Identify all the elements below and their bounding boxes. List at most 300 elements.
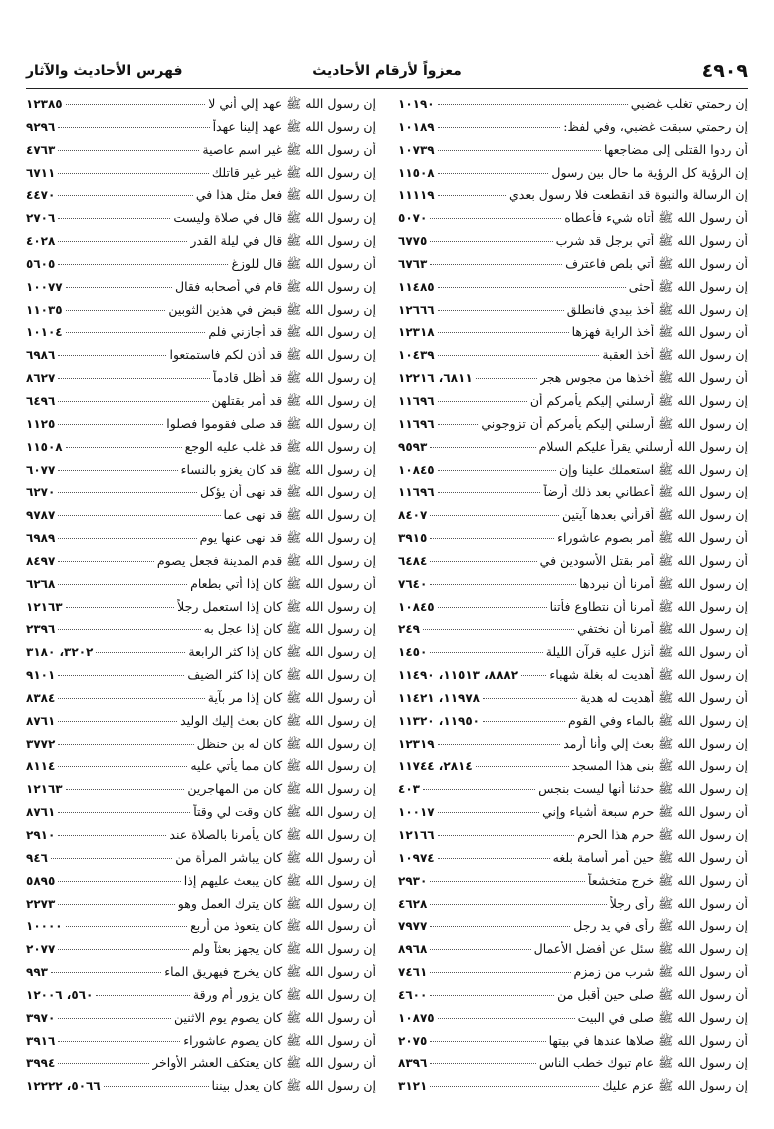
dot-leader [58, 1063, 149, 1064]
hadith-number: ٤٦٢٨ [398, 896, 428, 911]
hadith-number: ١١١١٩ [398, 188, 435, 203]
dot-leader [430, 561, 536, 562]
dot-leader [58, 195, 193, 196]
hadith-incipit: أن رسول الله ﷺ كان يخرج فيهريق الماء [164, 964, 376, 980]
index-entry [26, 781, 376, 804]
dot-leader [430, 972, 570, 973]
hadith-number: ١١٦٩٦ [398, 485, 435, 500]
hadith-incipit: إن رسول الله ﷺ كان إذا عجل به [203, 621, 376, 637]
hadith-incipit: أن رسول الله ﷺ غير اسم عاصية [202, 141, 376, 157]
hadith-number: ١١٠٣٥ [26, 302, 63, 317]
hadith-number: ٩٥٩٣ [398, 439, 428, 454]
hadith-incipit: إن رسول الله ﷺ حرم هذا الحرم [577, 827, 748, 842]
hadith-incipit: أن رسول الله ﷺ أتي بلص فاعترف [565, 255, 748, 271]
hadith-number: ٢٧٠٦ [26, 211, 56, 226]
hadith-incipit: أن رسول الله ﷺ رأى رجلاً [609, 895, 748, 911]
index-entry [26, 987, 376, 1010]
hadith-incipit: إن رسول الله ﷺ كان يبعث عليهم إذا [183, 872, 376, 888]
dot-leader [430, 1063, 536, 1064]
index-entry [26, 758, 376, 781]
index-entry [398, 187, 748, 210]
dot-leader [58, 698, 204, 699]
index-entry [398, 736, 748, 759]
hadith-number: ٨٦٢٧ [26, 371, 56, 386]
hadith-incipit: إن رسول الله ﷺ بعث إلي وأنا أرمد [563, 735, 748, 751]
dot-leader [430, 881, 585, 882]
hadith-incipit: إن رسول الله ﷺ أحثى [628, 278, 748, 294]
index-entry [26, 507, 376, 530]
hadith-incipit: أن رسول الله ﷺ خرج متخشعاً [587, 872, 748, 888]
hadith-number: ١١٦٩٦ [398, 416, 435, 431]
hadith-incipit: إن رسول الله ﷺ كان يجهز بعثاً ولم [191, 941, 376, 957]
index-entry [26, 690, 376, 713]
index-entry [26, 599, 376, 622]
hadith-number: ١٢١٦٣ [26, 599, 63, 614]
hadith-number: ٤٠٢٨ [26, 234, 56, 249]
hadith-incipit: إن رسول الله ﷺ كان يترك العمل وهو [177, 895, 376, 911]
index-entry [26, 918, 376, 941]
hadith-incipit: إن رسول الله أرسلني يقرأ عليكم السلام [538, 438, 748, 454]
dot-leader [58, 904, 174, 905]
hadith-incipit: إن رسول الله ﷺ قد غلب عليه الوجع [184, 438, 376, 454]
hadith-number: ٩٧٨٧ [26, 508, 56, 523]
hadith-number: ٤٧٦٣ [26, 142, 56, 157]
index-entry [398, 713, 748, 736]
hadith-number: ٦٧١١ [26, 165, 56, 180]
index-entry [26, 1010, 376, 1033]
index-entry [398, 165, 748, 188]
index-entry [398, 827, 748, 850]
hadith-number: ٤٤٧٠ [26, 188, 56, 203]
hadith-number: ١٠٠٧٧ [26, 279, 63, 294]
right-column [398, 96, 748, 1101]
hadith-number: ٣١٢١ [398, 1079, 428, 1094]
dot-leader [438, 812, 539, 813]
hadith-number: ٦٤٨٤ [398, 553, 428, 568]
index-entry [398, 873, 748, 896]
dot-leader [430, 949, 530, 950]
dot-leader [483, 721, 565, 722]
hadith-number: ٨٣٩٦ [398, 1056, 428, 1071]
index-entry [26, 576, 376, 599]
dot-leader [58, 721, 177, 722]
dot-leader [66, 287, 172, 288]
dot-leader [66, 104, 206, 105]
hadith-incipit: أن رسول الله ﷺ شرب من زمزم [573, 964, 748, 980]
dot-leader [476, 766, 569, 767]
dot-leader [58, 127, 209, 128]
hadith-incipit: إن رسول الله ﷺ كان يعدل بيننا [211, 1078, 376, 1094]
dot-leader [438, 401, 527, 402]
hadith-incipit: إن رسول الله ﷺ سئل عن أفضل الأعمال [533, 941, 748, 957]
hadith-number: ٨٧٦١ [26, 805, 56, 820]
dot-leader [58, 949, 189, 950]
hadith-incipit: إن رسول الله ﷺ صلى في البيت [577, 1009, 748, 1025]
hadith-number: ٨٧٦١ [26, 713, 56, 728]
index-entry [398, 279, 748, 302]
index-entry [398, 964, 748, 987]
index-entry [398, 96, 748, 119]
dot-leader [58, 424, 163, 425]
dot-leader [58, 515, 220, 516]
hadith-incipit: إن رسول الله ﷺ أمرنا أن نبردها [579, 575, 748, 591]
hadith-number: ٨٩٦٨ [398, 942, 428, 957]
dot-leader [51, 858, 172, 859]
hadith-incipit: أن رسول الله ﷺ كان إذا أتي بطعام [190, 575, 376, 591]
dot-leader [58, 264, 228, 265]
index-entry [26, 324, 376, 347]
hadith-number: ١١٤٨٥ [398, 279, 435, 294]
hadith-incipit: أن رسول الله ﷺ أهديت له هدية [580, 689, 748, 705]
hadith-number: ٦٧٧٥ [398, 234, 428, 249]
hadith-number: ٥٦٠، ١٢٠٠٦ [26, 987, 94, 1002]
dot-leader [438, 195, 506, 196]
dot-leader [438, 607, 547, 608]
hadith-number: ١٠٤٣٩ [398, 348, 435, 363]
index-entry [398, 918, 748, 941]
index-entry [26, 667, 376, 690]
hadith-incipit: إن رسول الله ﷺ كان بعث إليك الوليد [180, 712, 376, 728]
index-entry [26, 964, 376, 987]
dot-leader [58, 766, 187, 767]
hadith-incipit: أن رسول الله ﷺ أتي برجل قد شرب [555, 233, 748, 249]
dot-leader [96, 995, 190, 996]
hadith-incipit: إن رسول الله ﷺ عهد إلي أني لا [208, 96, 376, 111]
hadith-incipit: إن رسول الله ﷺ استعملك علينا وإن [558, 461, 748, 477]
hadith-incipit: إن رسول الله ﷺ حدثنا أنها ليست بنجس [538, 781, 748, 797]
hadith-incipit: إن رسول الله ﷺ كان إذا استعمل رجلاً [177, 598, 376, 614]
hadith-incipit: إن رسول الله ﷺ كان يأمرنا بالصلاة عند [169, 827, 376, 842]
hadith-incipit: إن الرؤية كل الرؤية ما حال بين رسول [551, 164, 748, 180]
dot-leader [58, 355, 166, 356]
index-entry [398, 484, 748, 507]
index-entry [398, 347, 748, 370]
hadith-number: ٧٤٦١ [398, 965, 428, 980]
dot-leader [51, 972, 161, 973]
dot-leader [483, 698, 577, 699]
hadith-number: ١٠٠١٧ [398, 805, 435, 820]
hadith-number: ١٠٨٤٥ [398, 599, 435, 614]
index-entry [26, 210, 376, 233]
dot-leader [438, 858, 550, 859]
dot-leader [58, 173, 209, 174]
index-entry [398, 530, 748, 553]
dot-leader [430, 447, 535, 448]
hadith-number: ٣٧٧٢ [26, 736, 56, 751]
index-entry [398, 576, 748, 599]
hadith-incipit: إن رسول الله ﷺ قد نهى أن يؤكل [200, 484, 376, 500]
index-entry [398, 324, 748, 347]
hadith-number: ٧٦٤٠ [398, 576, 428, 591]
hadith-number: ١٠٩٧٤ [398, 850, 435, 865]
hadith-incipit: إن رسول الله ﷺ قال في ليلة القدر [190, 233, 376, 249]
hadith-incipit: أن رسول الله ﷺ أنزل عليه قرآن الليلة [545, 644, 748, 660]
dot-leader [66, 926, 188, 927]
index-entry [26, 804, 376, 827]
dot-leader [430, 584, 576, 585]
hadith-number: ١١٩٧٨، ١١٤٢١ [398, 690, 480, 705]
hadith-number: ١١٥٠٨ [398, 165, 435, 180]
dot-leader [438, 835, 575, 836]
dot-leader [66, 310, 166, 311]
index-entry [26, 484, 376, 507]
dot-leader [430, 904, 606, 905]
dot-leader [430, 515, 559, 516]
dot-leader [430, 995, 554, 996]
dot-leader [438, 150, 601, 151]
index-columns [26, 96, 748, 1094]
hadith-incipit: إن رسول الله ﷺ كان إذا كثر الضيف [187, 667, 376, 683]
index-entry [398, 393, 748, 416]
dot-leader [430, 1041, 545, 1042]
dot-leader [58, 835, 166, 836]
index-entry [26, 896, 376, 919]
dot-leader [58, 584, 187, 585]
hadith-incipit: أن رسول الله ﷺ صلى حين أقبل من [557, 986, 748, 1002]
dot-leader [430, 218, 561, 219]
index-entry [398, 370, 748, 393]
dot-leader [438, 287, 626, 288]
hadith-incipit: إن رسول الله ﷺ أهديت له بغلة شهباء [549, 667, 748, 683]
hadith-number: ٢٩١٠ [26, 828, 56, 842]
dot-leader [438, 744, 561, 745]
index-entry [398, 781, 748, 804]
hadith-number: ١٠١٩٠ [398, 97, 435, 111]
hadith-incipit: إن رسول الله ﷺ كان من المهاجرين [187, 781, 376, 797]
hadith-number: ١٢١٦٦ [398, 828, 435, 842]
hadith-incipit: إن رسول الله ﷺ قدم المدينة فجعل يصوم [156, 552, 376, 568]
hadith-number: ٢٠٧٥ [398, 1033, 428, 1048]
index-entry [398, 507, 748, 530]
index-entry [26, 873, 376, 896]
hadith-number: ٩٢٩٦ [26, 119, 56, 134]
index-entry [398, 462, 748, 485]
index-entry [26, 530, 376, 553]
dot-leader [430, 538, 554, 539]
hadith-incipit: أن رسول الله ﷺ قال للوزغ [231, 255, 376, 271]
dot-leader [58, 561, 154, 562]
hadith-number: ٣٩٧٠ [26, 1010, 56, 1025]
dot-leader [58, 1041, 180, 1042]
dot-leader [66, 332, 206, 333]
hadith-number: ١٢١٦٣ [26, 782, 63, 797]
hadith-incipit: أن رسول الله ﷺ صلاها عندها في بيتها [548, 1032, 748, 1048]
index-entry [398, 987, 748, 1010]
hadith-number: ٥٨٩٥ [26, 873, 56, 888]
hadith-incipit: أن رسول الله ﷺ كان يعتكف العشر الأواخر [152, 1055, 376, 1071]
hadith-number: ١٢٣١٨ [398, 325, 435, 340]
index-entry [26, 1033, 376, 1056]
hadith-incipit: إن رسول الله ﷺ فعل مثل هذا في [195, 187, 376, 203]
hadith-number: ٥٦٠٥ [26, 256, 56, 271]
hadith-number: ١٤٥٠ [398, 645, 428, 660]
dot-leader [58, 378, 210, 379]
index-entry [26, 941, 376, 964]
dot-leader [430, 241, 552, 242]
hadith-number: ٣٩٩٤ [26, 1056, 56, 1071]
index-entry [398, 1033, 748, 1056]
hadith-number: ٦٧٦٣ [398, 256, 428, 271]
dot-leader [66, 447, 182, 448]
index-entry [398, 941, 748, 964]
hadith-incipit: إن رسول الله ﷺ قد أذن لكم فاستمتعوا [169, 347, 376, 363]
hadith-incipit: إن رسول الله ﷺ قد نهى عما [223, 507, 376, 523]
index-entry [398, 416, 748, 439]
hadith-incipit: إن رسول الله ﷺ قد نهى عنها يوم [199, 530, 376, 546]
index-entry [398, 804, 748, 827]
hadith-number: ٦٢٦٨ [26, 576, 56, 591]
dot-leader [430, 926, 570, 927]
hadith-number: ٦٢٧٠ [26, 485, 56, 500]
hadith-incipit: أن رسول الله ﷺ أخذ الراية فهزها [571, 324, 748, 340]
hadith-incipit: أن رسول الله ﷺ كان يتعوذ من أربع [190, 918, 376, 934]
hadith-incipit: إن رسول الله ﷺ عام تبوك خطب الناس [538, 1055, 748, 1071]
page-header [26, 58, 748, 88]
dot-leader [430, 264, 562, 265]
dot-leader [476, 378, 537, 379]
header-rule [26, 88, 748, 89]
hadith-number: ١٠٠٠٠ [26, 919, 63, 934]
hadith-number: ٤٦٠٠ [398, 987, 428, 1002]
index-entry [398, 599, 748, 622]
hadith-incipit: أن رسول الله ﷺ حين أمر أسامة بلغه [552, 849, 748, 865]
hadith-number: ٢٨١٤، ١١٧٤٤ [398, 759, 473, 774]
hadith-incipit: إن رسول الله ﷺ قد صلى فقوموا فصلوا [166, 415, 376, 431]
hadith-number: ٦٩٨٦ [26, 348, 56, 363]
index-entry [398, 758, 748, 781]
hadith-number: ١١٢٥ [26, 416, 56, 431]
dot-leader [521, 675, 546, 676]
index-entry [26, 96, 376, 119]
hadith-number: ٢٢٧٣ [26, 896, 56, 911]
index-entry [26, 233, 376, 256]
index-entry [26, 713, 376, 736]
index-entry [398, 850, 748, 873]
dot-leader [438, 127, 561, 128]
index-entry [26, 416, 376, 439]
dot-leader [104, 1086, 209, 1087]
running-subtitle: معزواً لأرقام الأحاديث [312, 63, 462, 79]
dot-leader [58, 744, 193, 745]
dot-leader [58, 150, 199, 151]
hadith-incipit: أن رسول الله ﷺ أتاه شيء فأعطاه [564, 210, 748, 226]
dot-leader [438, 424, 479, 425]
hadith-number: ٨٤٩٧ [26, 553, 56, 568]
index-entry [398, 1055, 748, 1078]
index-entry [398, 1078, 748, 1101]
dot-leader [58, 492, 197, 493]
hadith-number: ١١٥٠٨ [26, 439, 63, 454]
hadith-incipit: إن رسول الله ﷺ كان له بن حنظل [196, 735, 376, 751]
hadith-incipit: إن رسول الله ﷺ كان مما يأتي عليه [190, 758, 376, 774]
hadith-number: ٨١١٤ [26, 759, 56, 774]
index-entry [26, 850, 376, 873]
hadith-number: ١٢٣٨٥ [26, 97, 63, 111]
hadith-incipit: إن رحمتي سبقت غضبي، وفي لفظ: [563, 118, 748, 134]
dot-leader [438, 173, 549, 174]
dot-leader [438, 470, 556, 471]
hadith-incipit: إن رسول الله ﷺ أمرنا أن نتطاوع فأتنا [549, 598, 748, 614]
hadith-incipit: أن رسول الله ﷺ كان يصوم يوم الاثنين [173, 1009, 376, 1025]
dot-leader [438, 1018, 575, 1019]
hadith-incipit: أن رسول الله ﷺ كان إذا مر بآية [207, 689, 376, 705]
index-entry [26, 462, 376, 485]
dot-leader [438, 492, 541, 493]
hadith-incipit: إن رسول الله ﷺ أرسلني إليكم يأمركم أن [529, 392, 748, 408]
dot-leader [58, 1018, 171, 1019]
index-entry [26, 370, 376, 393]
left-column [26, 96, 376, 1101]
hadith-incipit: أن رسول الله ﷺ أمر بصوم عاشوراء [557, 530, 748, 546]
dot-leader [58, 881, 181, 882]
dot-leader [423, 629, 574, 630]
dot-leader [58, 470, 177, 471]
index-entry [26, 393, 376, 416]
hadith-number: ١٢٣١٩ [398, 736, 435, 751]
hadith-number: ٦٤٩٦ [26, 393, 56, 408]
hadith-number: ٥٠٧٠ [398, 211, 428, 226]
hadith-number: ١٠١٠٤ [26, 325, 63, 340]
index-entry [26, 165, 376, 188]
index-entry [26, 439, 376, 462]
hadith-incipit: إن رسول الله ﷺ بنى هذا المسجد [571, 758, 748, 774]
hadith-number: ١٠٧٣٩ [398, 142, 435, 157]
hadith-incipit: إن رسول الله ﷺ كان يزور أم ورقة [192, 986, 376, 1002]
index-entry [26, 1055, 376, 1078]
index-entry [398, 1010, 748, 1033]
dot-leader [438, 310, 564, 311]
dot-leader [58, 241, 187, 242]
hadith-incipit: أن رسول الله ﷺ كان يباشر المرأة من [175, 849, 376, 865]
index-entry [398, 119, 748, 142]
dot-leader [58, 401, 208, 402]
hadith-number: ١٠٨٧٥ [398, 1010, 435, 1025]
index-entry [398, 896, 748, 919]
hadith-incipit: إن رسول الله ﷺ بالماء وفي القوم [567, 712, 748, 728]
index-entry [26, 621, 376, 644]
hadith-incipit: إن رسول الله ﷺ قال في صلاة وليست [173, 210, 376, 226]
index-entry [26, 347, 376, 370]
dot-leader [58, 538, 196, 539]
dot-leader [58, 218, 170, 219]
index-entry [26, 279, 376, 302]
hadith-incipit: إن رسول الله ﷺ أخذ بيدي فانطلق [566, 301, 748, 317]
index-entry [26, 302, 376, 325]
hadith-number: ١٢٦٦٦ [398, 302, 435, 317]
index-entry [398, 210, 748, 233]
hadith-incipit: إن رسول الله ﷺ قد أجازني فلم [208, 324, 376, 340]
dot-leader [430, 652, 542, 653]
hadith-incipit: إن رسول الله ﷺ عزم عليك [602, 1078, 748, 1094]
hadith-incipit: إن رسول الله ﷺ أعطاني بعد ذلك أرضاً [543, 484, 748, 500]
page-number: ٤٩٠٩ [701, 60, 748, 82]
index-entry [26, 1078, 376, 1101]
hadith-number: ٧٩٧٧ [398, 919, 428, 934]
hadith-number: ٦٨١١، ١٢٢١٦ [398, 371, 473, 386]
index-entry [26, 827, 376, 850]
hadith-incipit: إن رسول الله ﷺ أخذ العقبة [602, 347, 748, 363]
index-entry [398, 439, 748, 462]
index-entry [398, 690, 748, 713]
hadith-number: ٤٠٣ [398, 782, 420, 797]
hadith-number: ١١٦٩٦ [398, 393, 435, 408]
hadith-incipit: أن رسول الله ﷺ أمر بقتل الأسودين في [539, 552, 748, 568]
hadith-number: ٩٤٦ [26, 850, 48, 865]
hadith-number: ١١٩٥٠، ١١٣٢٠ [398, 713, 480, 728]
hadith-incipit: أن رسول الله ﷺ حرم سبعة أشياء وإني [542, 804, 748, 820]
hadith-number: ٢٤٩ [398, 622, 420, 637]
index-entry [26, 736, 376, 759]
